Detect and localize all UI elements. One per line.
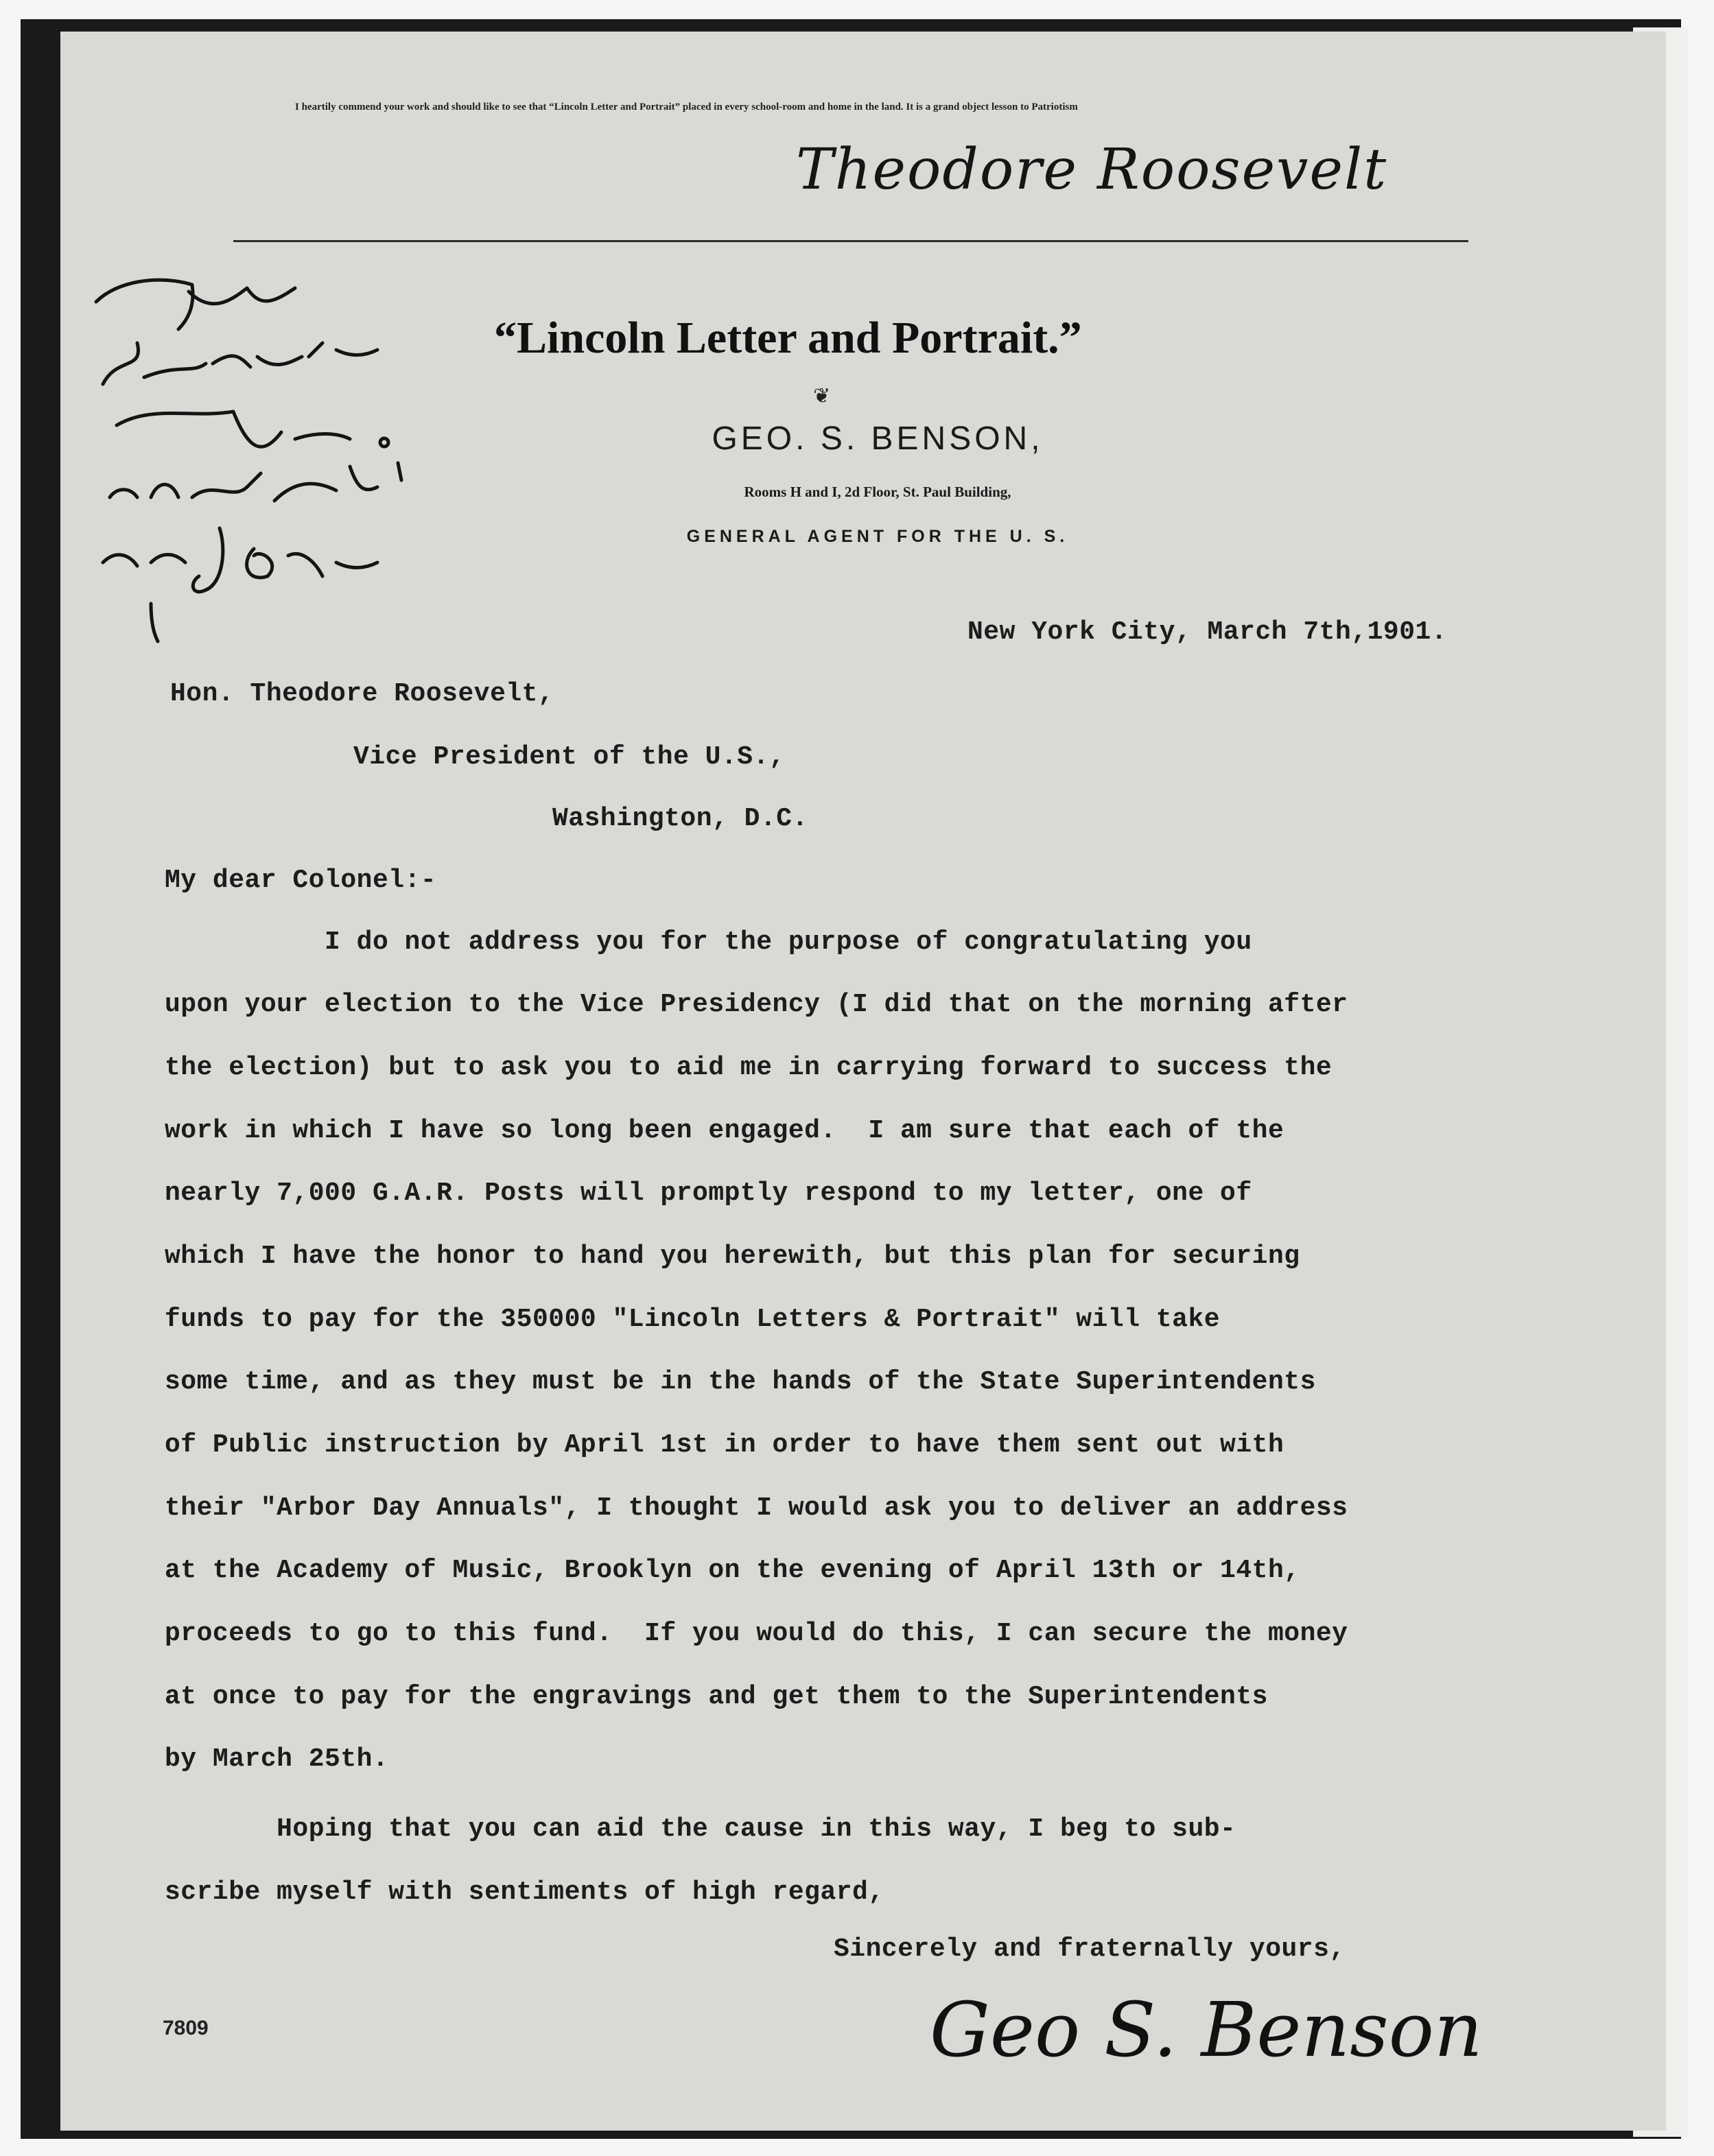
fleuron-ornament: ❦ — [813, 384, 831, 408]
body-line: at the Academy of Music, Brooklyn on the evening of April 13th or 14th, — [165, 1556, 1300, 1585]
benson-signature: Geo S. Benson — [930, 1986, 1483, 2074]
body-line: their "Arbor Day Annuals", I thought I would ask you to deliver an address — [165, 1493, 1348, 1523]
letterhead-agent: GENERAL AGENT FOR THE U. S. — [686, 527, 1069, 546]
body-line: by March 25th. — [165, 1744, 389, 1774]
letterhead-name: GEO. S. BENSON, — [712, 420, 1044, 457]
header-rule — [233, 240, 1468, 242]
letterhead-title: “Lincoln Letter and Portrait.” — [494, 313, 1082, 363]
date-line: New York City, March 7th,1901. — [967, 617, 1448, 647]
roosevelt-commendation: I heartily commend your work and should like to see that “Lincoln Letter and Portrait” placed in every school-room and home in the land. It is a grand object lesson to Patriotism — [295, 102, 1078, 112]
document-number: 7809 — [163, 2017, 209, 2039]
body-line: funds to pay for the 350000 "Lincoln Letters & Portrait" will take — [165, 1305, 1221, 1334]
body-line: of Public instruction by April 1st in order to have them sent out with — [165, 1430, 1284, 1460]
closing: Sincerely and fraternally yours, — [834, 1934, 1346, 1964]
body-line: some time, and as they must be in the hands of the State Superintendents — [165, 1367, 1316, 1397]
body-line: nearly 7,000 G.A.R. Posts will promptly respond to my letter, one of — [165, 1178, 1252, 1208]
recipient-name: Hon. Theodore Roosevelt, — [170, 679, 554, 709]
roosevelt-signature: Theodore Roosevelt — [796, 137, 1388, 202]
body-line: at once to pay for the engravings and get them to the Superintendents — [165, 1682, 1268, 1711]
body-line: I do not address you for the purpose of congratulating you — [165, 927, 1252, 957]
body-line: the election) but to ask you to aid me in carrying forward to success the — [165, 1053, 1333, 1082]
body-line: upon your election to the Vice Presidency (I did that on the morning after — [165, 990, 1348, 1019]
recipient-title: Vice President of the U.S., — [353, 742, 786, 772]
body-line: proceeds to go to this fund. If you would do this, I can secure the money — [165, 1619, 1348, 1648]
body-line: Hoping that you can aid the cause in this way, I beg to sub- — [165, 1814, 1236, 1844]
letterhead-address: Rooms H and I, 2d Floor, St. Paul Building, — [744, 484, 1011, 500]
shorthand-annotation — [75, 261, 515, 645]
salutation: My dear Colonel:- — [165, 866, 437, 895]
body-line: work in which I have so long been engaged. I am sure that each of the — [165, 1116, 1284, 1146]
body-line: scribe myself with sentiments of high regard, — [165, 1877, 884, 1907]
recipient-city: Washington, D.C. — [552, 804, 808, 833]
body-line: which I have the honor to hand you herewith, but this plan for securing — [165, 1242, 1300, 1271]
